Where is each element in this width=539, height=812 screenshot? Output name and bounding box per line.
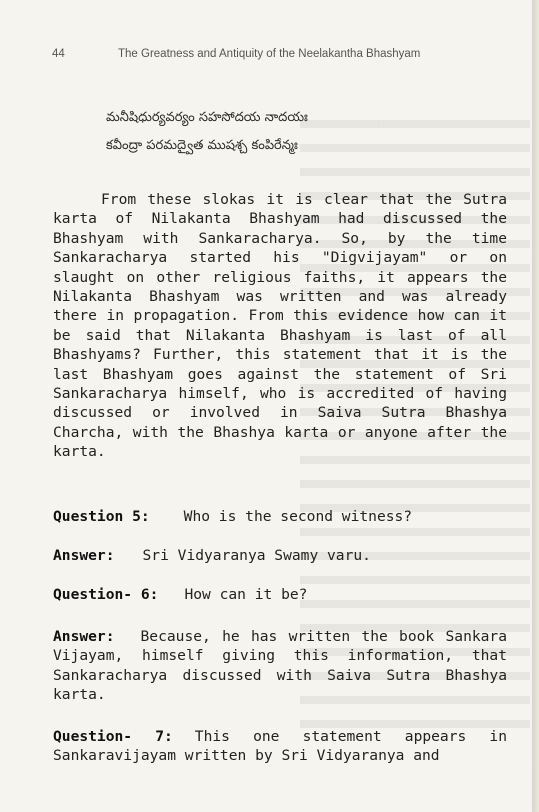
question-6-text: How can it be?	[184, 586, 308, 603]
question-7-text: This one statement appears in Sankaravijayam written by Sri Vidyaranya and	[53, 728, 507, 765]
answer-6-label: Answer:	[53, 628, 115, 645]
answer-5	[53, 546, 507, 565]
page-number: 44	[52, 48, 65, 60]
question-7	[53, 727, 507, 766]
sloka-line-2: కవీంద్రా పరమద్వైత ముషశ్చ కంపిరేన్మః	[106, 138, 298, 153]
question-5-label: Question 5:	[53, 508, 150, 525]
answer-6-text: Because, he has written the book Sankara Vijayam, himself giving this information, that Sankaracharya discussed with Saiva Sutra Bhashya karta.	[53, 628, 507, 704]
running-title: The Greatness and Antiquity of the Neelakantha Bhashyam	[118, 48, 421, 60]
question-5	[53, 507, 507, 526]
page-header	[52, 48, 420, 60]
page-edge	[532, 0, 539, 812]
answer-5-text: Sri Vidyaranya Swamy varu.	[142, 547, 371, 564]
body-paragraph: From these slokas it is clear that the Sutra karta of Nilakanta Bhashyam had discussed the Bhashyam with Sankaracharya. So, by the time Sankaracharya started his "Digvijayam" or on slaught on other religious faiths, it appears the Nilakanta Bhashyam was written and was already there in propagation. From this evidence how can it be said that Nilakanta Bhashyam is last of all Bhashyams? Further, this statement that it is the last Bhashyam goes against the statement of Sri Sankaracharya himself, who is accredited of having discussed or involved in Saiva Sutra Bhashya Charcha, with the Bhashya karta or anyone after the karta.	[53, 191, 507, 461]
question-5-text: Who is the second witness?	[183, 508, 413, 525]
question-6	[53, 585, 507, 604]
question-6-label: Question- 6:	[53, 586, 159, 603]
answer-6	[53, 627, 507, 705]
question-7-label: Question- 7:	[53, 728, 173, 745]
answer-5-label: Answer:	[53, 547, 115, 564]
sloka-line-1: మనీషిధుర్యవర్యం సహసోదయ నాదయః	[106, 110, 308, 125]
